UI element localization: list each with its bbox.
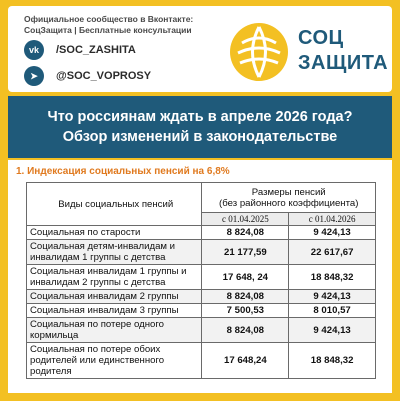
header-card <box>8 6 392 92</box>
value-2025-cell: 8 824,08 <box>202 290 289 304</box>
logo-text-line-2: ЗАЩИТА <box>298 52 389 74</box>
pension-table <box>26 182 376 379</box>
value-2026-cell: 9 424,13 <box>289 318 376 343</box>
value-2026-cell: 9 424,13 <box>289 290 376 304</box>
pension-type-cell: Социальная инвалидам 3 группы <box>27 304 202 318</box>
table-row <box>27 343 376 379</box>
value-2025-cell: 17 648, 24 <box>202 265 289 290</box>
pension-type-cell: Социальная детям-инвалидам и инвалидам 1 группы с детства <box>27 240 202 265</box>
value-2025-cell: 17 648,24 <box>202 343 289 379</box>
table-row <box>27 290 376 304</box>
pension-type-cell: Социальная по потере обоих родителей или единственного родителя <box>27 343 202 379</box>
telegram-icon: ➤ <box>24 66 44 86</box>
section-title: 1. Индексация социальных пенсий на 6,8% <box>16 166 230 177</box>
org-line-1: Официальное сообщество в Вконтакте: <box>24 14 194 24</box>
value-2025-cell: 8 824,08 <box>202 318 289 343</box>
title-line-1: Что россиянам ждать в апреле 2026 года? <box>47 109 353 125</box>
title-band <box>8 96 392 158</box>
value-2026-cell: 8 010,57 <box>289 304 376 318</box>
pension-type-cell: Социальная по потере одного кормильца <box>27 318 202 343</box>
column-header-sizes-line-1: Размеры пенсий <box>251 186 326 198</box>
pension-type-cell: Социальная инвалидам 1 группы и инвалидам 2 группы с детства <box>27 265 202 290</box>
social-telegram[interactable] <box>24 66 151 86</box>
table-row <box>27 318 376 343</box>
column-header-date-2026: с 01.04.2026 <box>289 213 376 226</box>
telegram-handle: @SOC_VOPROSY <box>56 70 152 82</box>
value-2025-cell: 7 500,53 <box>202 304 289 318</box>
social-vk[interactable] <box>24 40 136 60</box>
value-2026-cell: 18 848,32 <box>289 265 376 290</box>
org-line-2: СоцЗащита | Бесплатные консультации <box>24 25 192 35</box>
value-2025-cell: 8 824,08 <box>202 226 289 240</box>
table-row <box>27 265 376 290</box>
vk-handle: /SOC_ZASHITA <box>56 44 136 56</box>
table-header-row <box>27 183 376 213</box>
pension-type-cell: Социальная по старости <box>27 226 202 240</box>
globe-icon <box>230 23 288 81</box>
table-row <box>27 240 376 265</box>
vk-icon: vk <box>24 40 44 60</box>
value-2026-cell: 22 617,67 <box>289 240 376 265</box>
title-line-2: Обзор изменений в законодательстве <box>62 129 338 145</box>
logo-text-line-1: СОЦ <box>298 27 344 49</box>
column-header-date-2025: с 01.04.2025 <box>202 213 289 226</box>
content-card <box>8 160 392 393</box>
value-2025-cell: 21 177,59 <box>202 240 289 265</box>
table-row <box>27 226 376 240</box>
column-header-pension-type: Виды социальных пенсий <box>27 183 202 226</box>
column-header-sizes <box>202 183 376 213</box>
column-header-sizes-line-2: (без районного коэффициента) <box>219 197 359 209</box>
logo <box>230 19 389 83</box>
value-2026-cell: 18 848,32 <box>289 343 376 379</box>
pension-type-cell: Социальная инвалидам 2 группы <box>27 290 202 304</box>
value-2026-cell: 9 424,13 <box>289 226 376 240</box>
table-row <box>27 304 376 318</box>
